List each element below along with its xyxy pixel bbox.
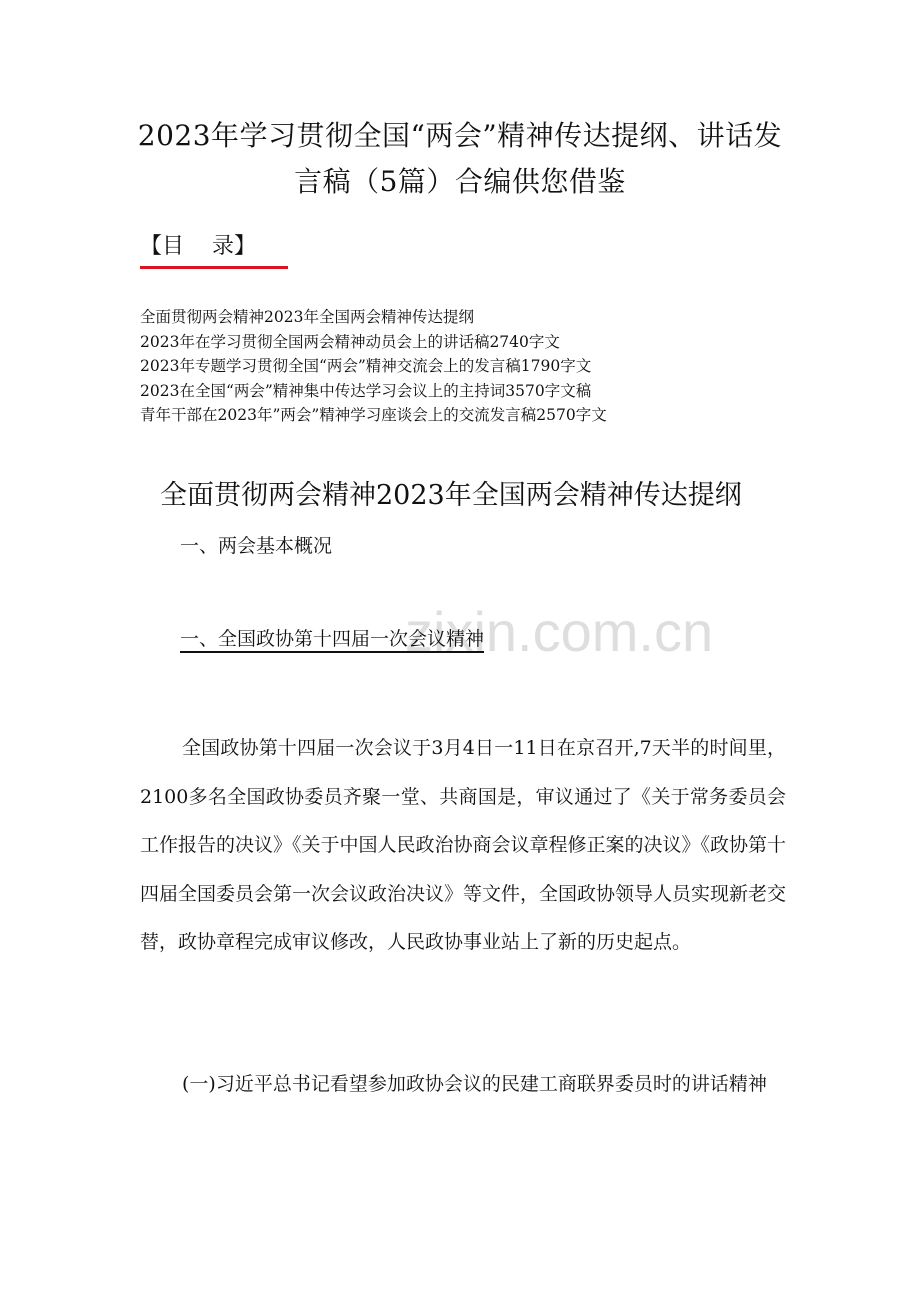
table-of-contents bbox=[140, 305, 607, 428]
section-title: 全面贯彻两会精神2023年全国两会精神传达提纲 bbox=[160, 480, 742, 511]
section-subheading: 一、两会基本概况 bbox=[180, 535, 333, 557]
underlined-heading: 一、全国政协第十四届一次会议精神 bbox=[180, 628, 485, 650]
toc-item[interactable]: 全面贯彻两会精神2023年全国两会精神传达提纲 bbox=[140, 308, 474, 326]
toc-heading: 【目 录】 bbox=[140, 234, 256, 259]
toc-item[interactable]: 2023在全国“两会”精神集中传达学习会议上的主持词3570字文稿 bbox=[140, 381, 592, 400]
toc-item[interactable]: 2023年专题学习贯彻全国“两会”精神交流会上的发言稿1790字文 bbox=[140, 357, 592, 375]
watermark: zixin.com.cn bbox=[405, 600, 714, 663]
toc-item[interactable]: 青年干部在2023年”两会”精神学习座谈会上的交流发言稿2570字文 bbox=[140, 406, 607, 424]
toc-item[interactable]: 2023年在学习贯彻全国两会精神动员会上的讲话稿2740字文 bbox=[140, 332, 560, 351]
paragraph-heading: (一)习近平总书记看望参加政协会议的民建工商联界委员时的讲话精神 bbox=[182, 1073, 767, 1095]
toc-heading-underline bbox=[140, 266, 288, 269]
document-title-line-1: 2023年学习贯彻全国“两会”精神传达提纲、讲话发 bbox=[137, 119, 783, 152]
document-title-line-2: 言稿（5篇）合编供您借鉴 bbox=[294, 165, 626, 198]
body-paragraph: 全国政协第十四届一次会议于3月4日一11日在京召开,7天半的时间里，2100多名全国政协委员齐聚一堂、共商国是，审议通过了《关于常务委员会工作报告的决议》《关于中国人民政治协商会议章程修正案的决议》《政协第十四届全国委员会第一次会议政治决议》等文件，全国政协领导人员实现新老交替，政协章程完成审议修改，人民政协事业站上了新的历史起点。 bbox=[140, 737, 787, 953]
